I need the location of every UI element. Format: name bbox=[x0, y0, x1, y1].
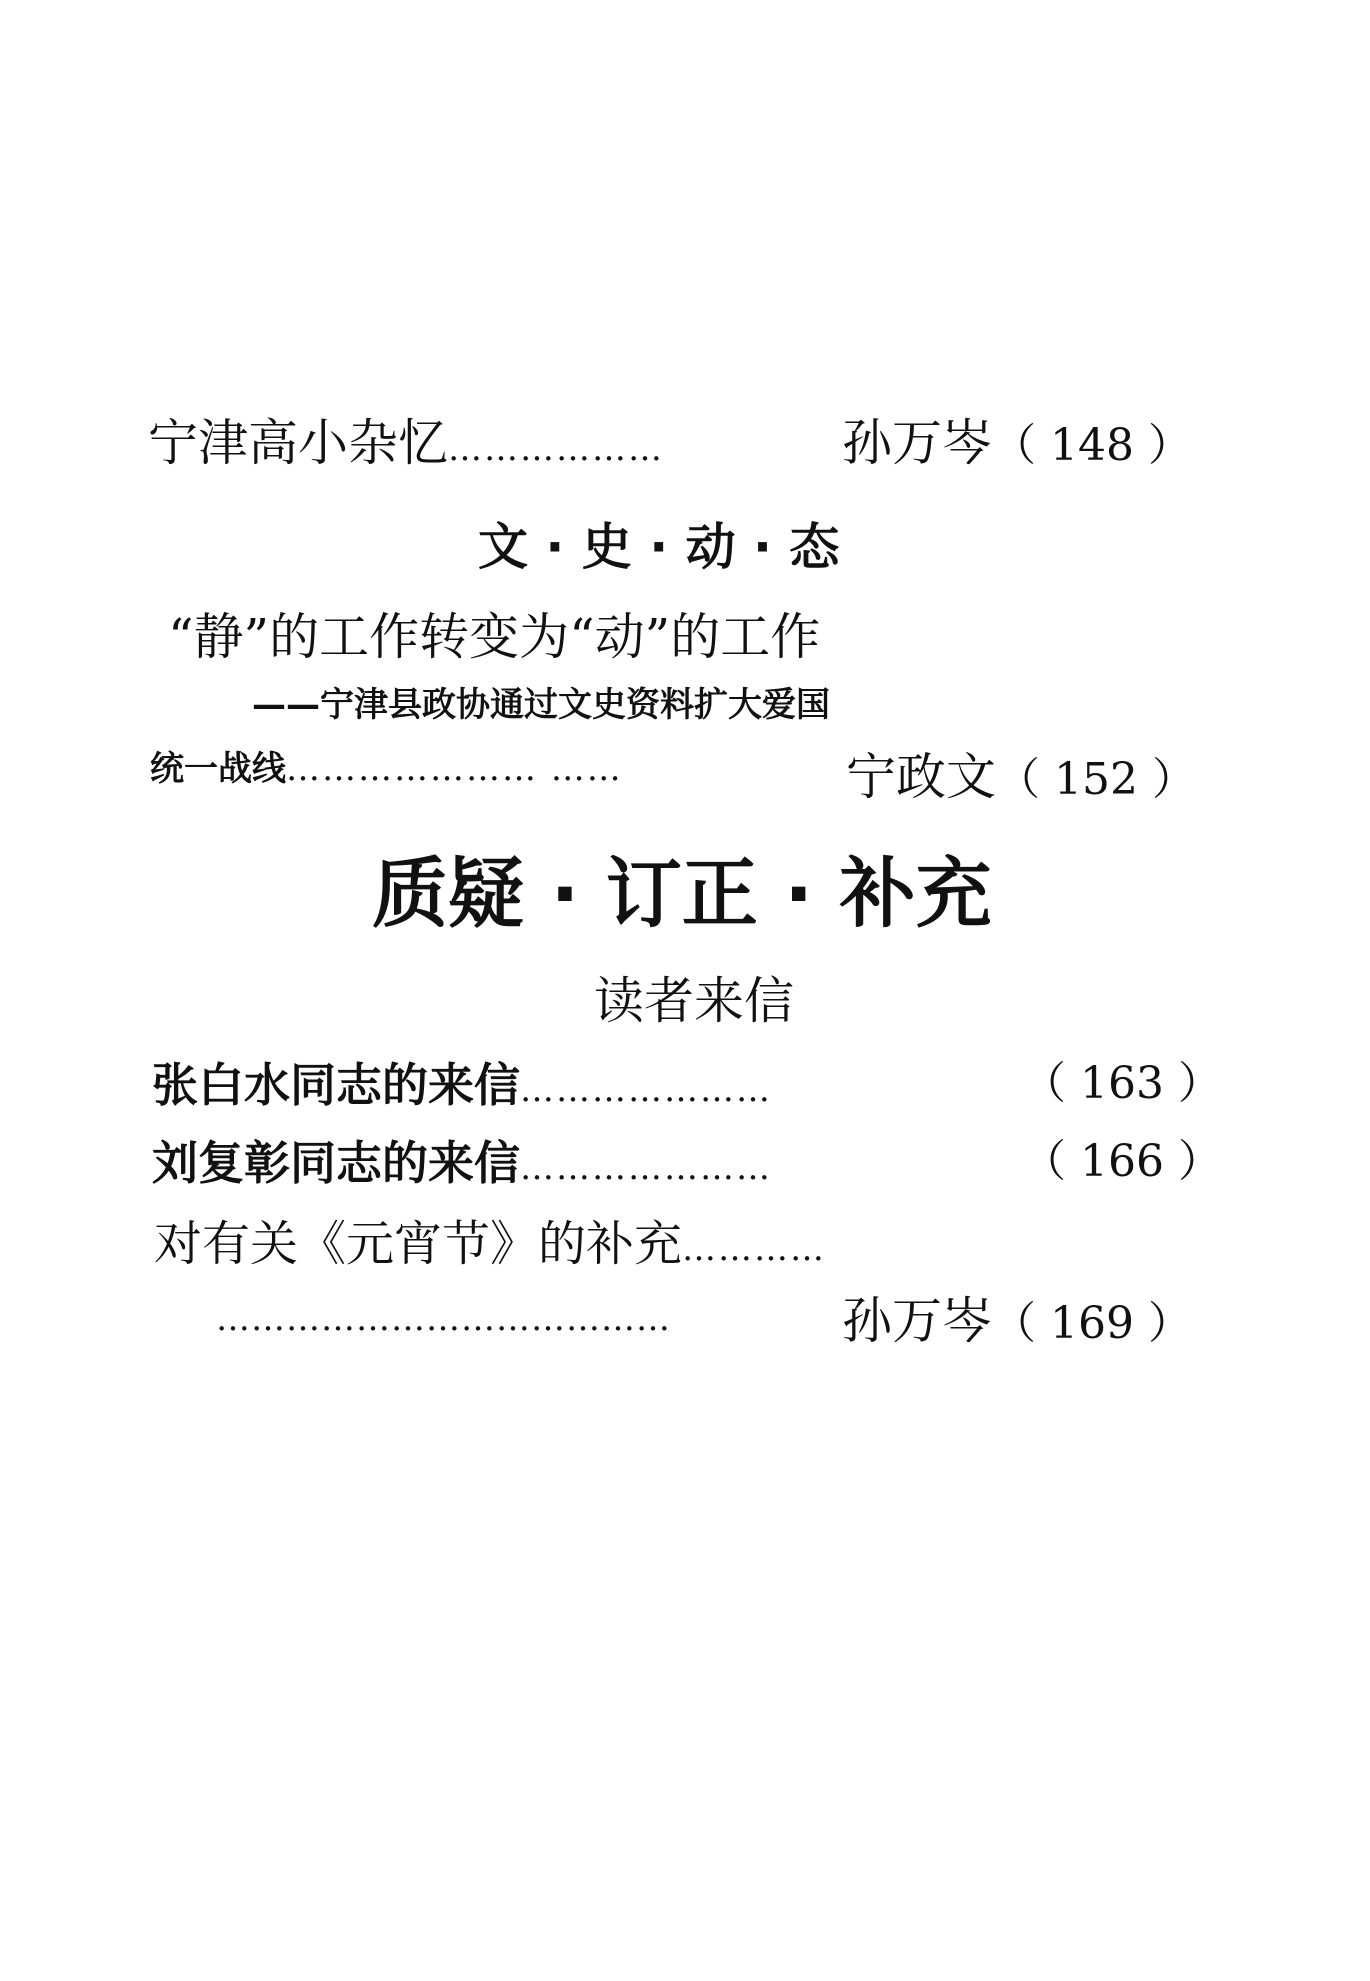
entry-leader: ………………… bbox=[520, 1070, 772, 1110]
entry-leader: ………… bbox=[682, 1229, 827, 1269]
entry-page: （ 152 ） bbox=[996, 754, 1196, 805]
entry-page: （ 148 ） bbox=[992, 420, 1192, 471]
toc-entry-3-page: （ 163 ） bbox=[1022, 1058, 1222, 1109]
entry-leader: ……………… bbox=[448, 429, 664, 469]
entry-page: （ 169 ） bbox=[992, 1298, 1192, 1349]
entry-title: 刘复彰同志的来信 bbox=[152, 1136, 520, 1190]
toc-entry-1-author bbox=[842, 414, 1192, 472]
section-heading-zhiyi: 质疑 · 订正 · 补充 bbox=[372, 849, 992, 938]
toc-entry-2-subtitle: ——宁津县政协通过文史资料扩大爱国 bbox=[252, 685, 830, 725]
toc-entry-3 bbox=[152, 1058, 772, 1112]
toc-entry-5 bbox=[154, 1216, 827, 1272]
toc-entry-4-page: （ 166 ） bbox=[1022, 1136, 1222, 1187]
entry-leader: ………………… …… bbox=[286, 749, 623, 789]
toc-entry-5-author bbox=[842, 1292, 1192, 1350]
toc-entry-2-cont bbox=[150, 749, 623, 789]
toc-entry-4 bbox=[152, 1136, 772, 1190]
entry-author: 孙万岑 bbox=[842, 1292, 992, 1350]
entry-title: 张白水同志的来信 bbox=[152, 1058, 520, 1112]
entry-author: 孙万岑 bbox=[842, 414, 992, 472]
entry-leader: ………………… bbox=[520, 1148, 772, 1188]
section-heading-wenshi: 文 · 史 · 动 · 态 bbox=[478, 518, 840, 576]
entry-cont: 统一战线 bbox=[150, 749, 286, 789]
toc-entry-2-title: “静”的工作转变为“动”的工作 bbox=[168, 608, 821, 666]
section-subheading-duzhe: 读者来信 bbox=[594, 972, 794, 1030]
toc-entry-5-leader: ………………………………… bbox=[216, 1299, 671, 1339]
entry-title: 宁津高小杂忆 bbox=[148, 414, 448, 472]
toc-entry-1 bbox=[148, 414, 664, 472]
toc-entry-2-author bbox=[846, 748, 1196, 806]
entry-title: 对有关《元宵节》的补充 bbox=[154, 1216, 683, 1272]
entry-author: 宁政文 bbox=[846, 748, 996, 806]
